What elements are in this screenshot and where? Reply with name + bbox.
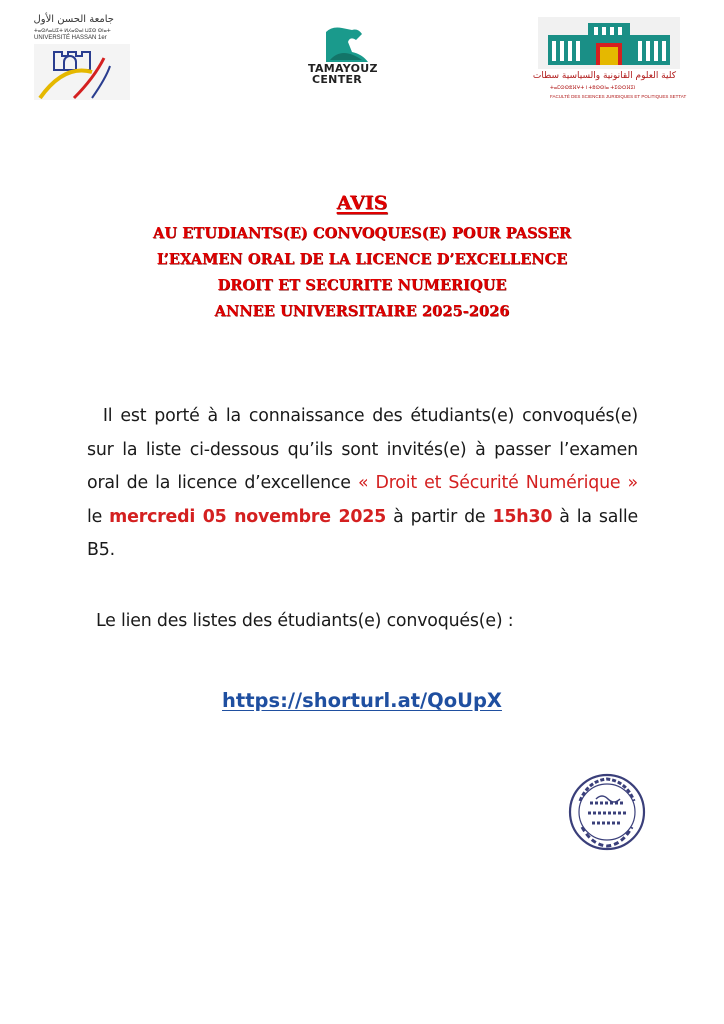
notice-title-block (60, 192, 664, 325)
exam-time: 15h30 (492, 506, 553, 527)
list-link[interactable]: https://shorturl.at/QoUpX (222, 689, 502, 712)
title-line-2: L’EXAMEN ORAL DE LA LICENCE D’EXCELLENCE (156, 251, 568, 268)
paragraph-le: le (87, 506, 110, 527)
official-stamp-icon (566, 771, 648, 853)
exam-date: mercredi 05 novembre 2025 (109, 506, 387, 527)
tamayouz-line2: CENTER (312, 73, 363, 86)
faculty-logo (532, 17, 687, 108)
university-logo (34, 14, 130, 100)
university-arabic-name: جامعة الحسن الأول (33, 14, 114, 25)
faculty-building-icon (538, 17, 680, 69)
title-line-1: AU ETUDIANTS(E) CONVOQUES(E) POUR PASSER (152, 225, 572, 242)
title-line-3: DROIT ET SECURITE NUMERIQUE (217, 277, 507, 294)
title-line-4: ANNEE UNIVERSITAIRE 2025-2026 (214, 303, 510, 320)
tamayouz-logo (304, 26, 400, 92)
faculty-tifinagh-name: ⵜⴰⵎⵙⵙⵓⴼⵖⵜ ⵏ ⵜⵓⵙⵙⵏⴰ ⵜⵉⵙⵔⴼⵉⵏ (550, 85, 636, 91)
paragraph-room: à la salle B5. (87, 506, 639, 560)
paragraph-intro: Il est porté à la connaissance des étudiants(e) convoqués(e) sur la liste ci-dessous qu’ils sont invités(e) à passer l’examen oral de la licence d’excellence (87, 406, 638, 493)
university-latin-name: UNIVERSITÉ HASSAN 1er (34, 35, 107, 41)
paragraph-from: à partir de (386, 506, 493, 527)
university-tifinagh-name: ⵜⴰⵙⴷⴰⵡⵉⵜ ⵍⵃⴰⵙⴰⵏ ⵡⵉⵙ ⵙⵏⴰⵜ (34, 28, 111, 34)
university-gate-icon (34, 44, 130, 100)
faculty-arabic-name: كلية العلوم القانونية والسياسية سطات (532, 71, 676, 81)
notice-paragraph (87, 400, 638, 568)
avis-heading: AVIS (336, 192, 388, 214)
programme-name: « Droit et Sécurité Numérique » (357, 473, 638, 493)
tamayouz-line1: TAMAYOUZ (308, 62, 378, 75)
link-label: Le lien des listes des étudiants(e) convoqués(e) : (96, 611, 514, 631)
list-link-container (0, 689, 724, 712)
tamayouz-emblem-icon (322, 26, 372, 62)
faculty-latin-name: FACULTÉ DES SCIENCES JURIDIQUES ET POLITIQUES SETTAT (550, 94, 687, 99)
